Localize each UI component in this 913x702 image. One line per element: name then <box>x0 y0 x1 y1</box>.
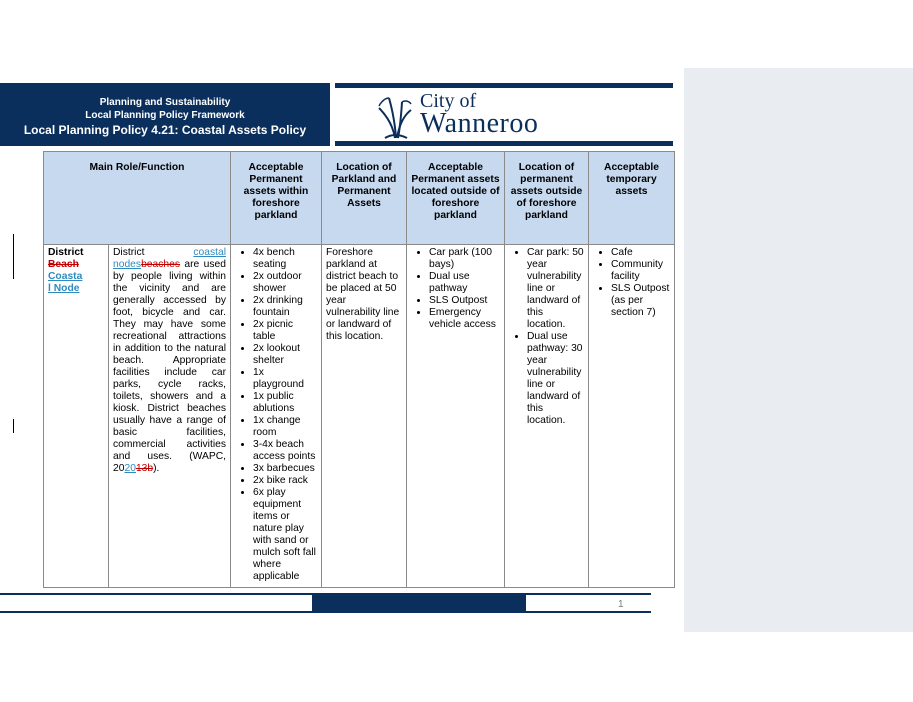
col-header-location-outside: Location of permanent assets outside of foreshore parkland <box>505 152 589 245</box>
coastal-assets-table <box>43 151 675 588</box>
reed-emblem-icon <box>375 92 415 140</box>
col-header-main-role: Main Role/Function <box>44 152 231 245</box>
logo-city-of: City of <box>420 90 477 112</box>
list-item: • 2x outdoor shower <box>253 271 317 295</box>
desc-deleted: beaches <box>141 259 180 270</box>
list-item: • 1x public ablutions <box>253 391 317 415</box>
location-outside-cell <box>505 245 589 588</box>
role-inserted-text: Coastal Node <box>48 271 83 294</box>
logo-wanneroo: Wanneroo <box>420 108 539 139</box>
list-item: • 4x bench seating <box>253 247 317 271</box>
header-policy-title: Local Planning Policy 4.21: Coastal Assets Policy <box>23 123 307 137</box>
table-row <box>44 245 675 588</box>
list-item: • 3-4x beach access points <box>253 439 317 463</box>
table-header-row <box>44 152 675 245</box>
footer-rule-bottom <box>0 611 651 613</box>
list-item: • 1x change room <box>253 415 317 439</box>
list-item: • Dual use pathway: 30 year vulnerability line or landward of this location. <box>527 331 584 427</box>
list-item: • Dual use pathway <box>429 271 500 295</box>
list-item: • 2x drinking fountain <box>253 295 317 319</box>
desc-end: ). <box>153 463 160 474</box>
list-item: • 2x picnic table <box>253 319 317 343</box>
list-item: • 1x playground <box>253 367 317 391</box>
list-item: • Car park (100 bays) <box>429 247 500 271</box>
list-item: • SLS Outpost <box>429 295 500 307</box>
desc-year-deleted: 13b <box>135 463 154 474</box>
list-item: • Car park: 50 year vulnerability line or landward of this location. <box>527 247 584 331</box>
change-bar <box>13 234 14 279</box>
list-item: • Cafe <box>611 247 670 259</box>
header-title-block <box>0 83 330 146</box>
header-framework: Local Planning Policy Framework <box>85 110 245 121</box>
list-item: • 2x bike rack <box>253 475 317 487</box>
col-header-location-parkland: Location of Parkland and Permanent Assets <box>322 152 407 245</box>
desc-year-inserted: 20 <box>124 463 136 474</box>
col-header-permanent-outside: Acceptable Permanent assets located outside of foreshore parkland <box>407 152 505 245</box>
permanent-within-cell <box>231 245 322 588</box>
list-item: • 2x lookout shelter <box>253 343 317 367</box>
header-department: Planning and Sustainability <box>99 97 231 108</box>
permanent-within-list <box>235 247 317 583</box>
list-item: • 6x play equipment items or nature play with sand or mulch soft fall where applicable <box>253 487 317 583</box>
header-rule-bottom <box>335 141 673 146</box>
location-parkland-cell: Foreshore parkland at district beach to be placed at 50 year vulnerability line or landward of this location. <box>322 245 407 588</box>
location-outside-list <box>509 247 584 427</box>
list-item: • Community facility <box>611 259 670 283</box>
header-rule-top <box>335 83 673 88</box>
main-role-cell <box>44 245 231 588</box>
role-word: District <box>48 247 84 258</box>
list-item: • SLS Outpost (as per section 7) <box>611 283 670 319</box>
permanent-outside-cell <box>407 245 505 588</box>
permanent-outside-list <box>411 247 500 331</box>
list-item: • 3x barbecues <box>253 463 317 475</box>
temporary-list <box>593 247 670 319</box>
list-item: • Emergency vehicle access <box>429 307 500 331</box>
desc-inserted: coastal nodes <box>113 247 226 270</box>
role-description <box>109 245 230 587</box>
desc-start: District <box>113 247 145 258</box>
page-number: 1 <box>618 599 624 610</box>
temporary-cell <box>589 245 675 588</box>
page-header <box>0 83 673 146</box>
desc-body: are used by people living within the vicinity and are generally accessed by foot, bicycle and car. They may have some recreational attractions in addition to the natural beach. Appropriate facilities include car parks, cycle racks, toilets, showers and a kiosk. District beaches usually have a range of basic facilities, commercial activities and uses. (WAPC, 20 <box>113 259 226 474</box>
change-bar <box>13 419 14 433</box>
role-deleted-text: Beach <box>48 259 79 270</box>
col-header-temporary: Acceptable temporary assets <box>589 152 675 245</box>
col-header-permanent-within: Acceptable Permanent assets within foreshore parkland <box>231 152 322 245</box>
role-name <box>44 245 109 587</box>
side-panel <box>684 68 913 632</box>
city-logo <box>375 90 545 140</box>
